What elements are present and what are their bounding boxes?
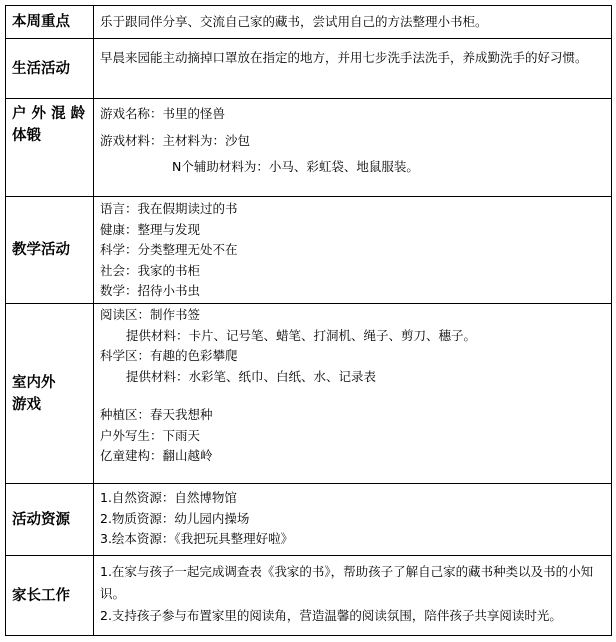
row-label-text: 教学活动 [12, 242, 70, 258]
content-line: 户外写生：下雨天 [100, 427, 201, 443]
content-line: 数学：招待小书虫 [100, 283, 201, 298]
content-line: 健康：整理与发现 [100, 221, 201, 237]
row-label [6, 304, 94, 484]
row-label [6, 556, 94, 636]
row-content [94, 39, 612, 99]
content-line: 提供材料：水彩笔、纸巾、白纸、水、记录表 [126, 368, 377, 384]
content-line: 语言：我在假期读过的书 [100, 201, 238, 216]
row-label [6, 6, 94, 39]
content-line: 乐于跟同伴分享、交流自己家的藏书，尝试用自己的方法整理小书柜。 [100, 14, 488, 29]
row-content [94, 484, 612, 556]
table-row [6, 556, 612, 636]
row-label-text: 生活活动 [12, 60, 70, 77]
content-line: 2.支持孩子参与布置家里的阅读角，营造温馨的阅读氛围，陪伴孩子共享阅读时光。 [100, 608, 562, 623]
content-line: 早晨来园能主动摘掉口罩放在指定的地方，并用七步洗手法洗手，养成勤洗手的好习惯。 [100, 50, 588, 65]
content-line: 1.在家与孩子一起完成调查表《我家的书》，帮助孩子了解自己家的藏书种类以及书的小知识。 [100, 564, 594, 601]
content-line: 1.自然资源：自然博物馆 [100, 490, 237, 505]
row-content [94, 99, 612, 197]
content-line: 提供材料：卡片、记号笔、蜡笔、打洞机、绳子、剪刀、穗子。 [126, 327, 477, 343]
weekly-plan-table [5, 5, 612, 636]
content-line: 科学：分类整理无处不在 [100, 242, 238, 257]
content-line: 亿童建构：翻山越岭 [100, 448, 213, 463]
content-line: 阅读区：制作书签 [100, 307, 201, 322]
row-label-text: 活动资源 [12, 511, 70, 528]
table-row [6, 484, 612, 556]
table-row [6, 197, 612, 304]
content-line: 3.绘本资源：《我把玩具整理好啦》 [100, 531, 294, 546]
row-content [94, 304, 612, 484]
content-line: 游戏材料：主材料为：沙包 [100, 132, 251, 148]
row-label-text: 体锻 [12, 128, 41, 144]
row-content [94, 197, 612, 304]
content-line: 2.物质资源：幼儿园内操场 [100, 510, 250, 526]
row-label-text: 户 外 混 龄 [12, 106, 86, 122]
table-row [6, 6, 612, 39]
row-label [6, 39, 94, 99]
table-row [6, 39, 612, 99]
content-line: 种植区：春天我想种 [100, 407, 213, 422]
row-content [94, 556, 612, 636]
content-line: 科学区：有趣的色彩攀爬 [100, 348, 238, 363]
content-line: 社会：我家的书柜 [100, 262, 201, 278]
row-label-text: 本周重点 [12, 14, 70, 30]
row-label [6, 197, 94, 304]
row-label-text: 游戏 [12, 396, 41, 413]
table-row [6, 99, 612, 197]
table-row [6, 304, 612, 484]
row-label-text: 室内外 [12, 374, 56, 391]
row-content [94, 6, 612, 39]
row-label-text: 家长工作 [12, 587, 70, 604]
content-line: N个辅助材料为：小马、彩虹袋、地鼠服装。 [172, 159, 419, 174]
content-line: 游戏名称：书里的怪兽 [100, 106, 226, 121]
row-label [6, 484, 94, 556]
row-label [6, 99, 94, 197]
